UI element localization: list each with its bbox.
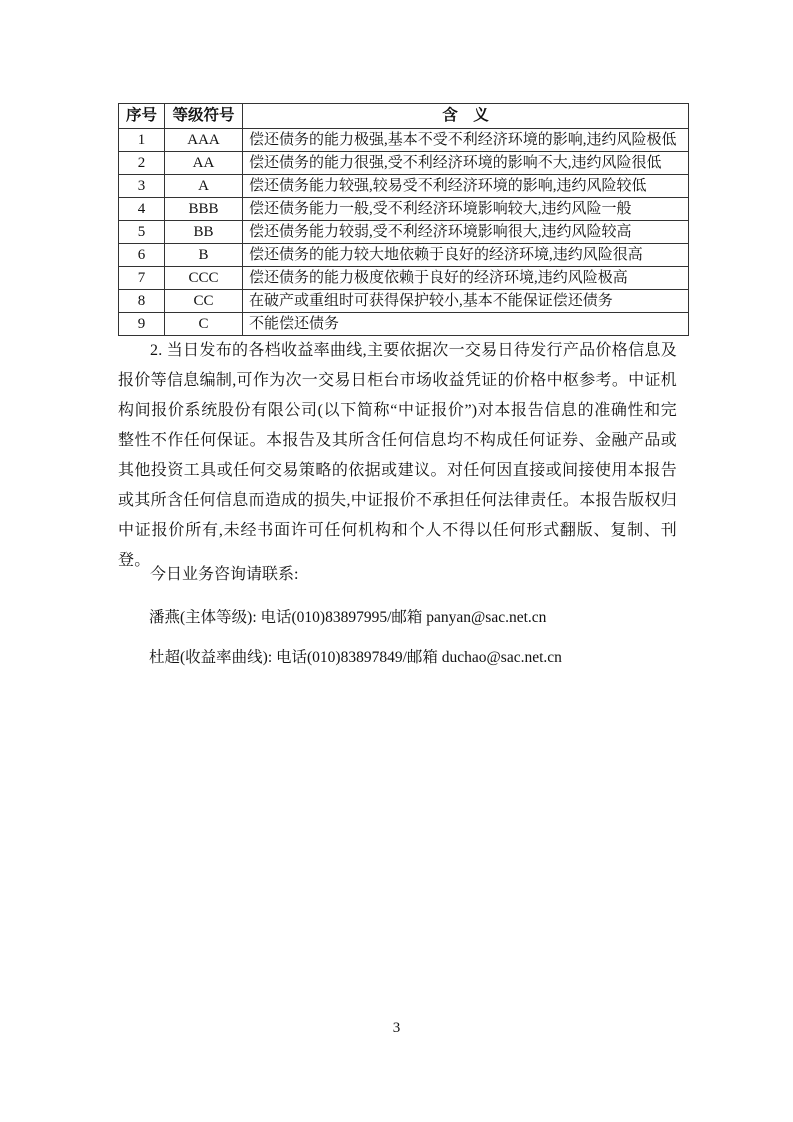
cell-serial-number: 3 — [119, 175, 165, 198]
cell-meaning: 偿还债务的能力极强,基本不受不利经济环境的影响,违约风险极低 — [243, 129, 689, 152]
cell-rating-symbol: BBB — [165, 198, 243, 221]
cell-rating-symbol: BB — [165, 221, 243, 244]
table-row — [119, 152, 689, 175]
cell-rating-symbol: C — [165, 313, 243, 336]
cell-meaning: 偿还债务能力较弱,受不利经济环境影响很大,违约风险较高 — [243, 221, 689, 244]
cell-serial-number: 6 — [119, 244, 165, 267]
table-row — [119, 290, 689, 313]
table-row — [119, 313, 689, 336]
disclaimer-paragraph: 2. 当日发布的各档收益率曲线,主要依据次一交易日待发行产品价格信息及报价等信息编制,可作为次一交易日柜台市场收益凭证的价格中枢参考。中证机构间报价系统股份有限公司(以下简称“中证报价”)对本报告信息的准确性和完整性不作任何保证。本报告及其所含任何信息均不构成任何证券、金融产品或其他投资工具或任何交易策略的依据或建议。对任何因直接或间接使用本报告或其所含任何信息而造成的损失,中证报价不承担任何法律责任。本报告版权归中证报价所有,未经书面许可任何机构和个人不得以任何形式翻版、复制、刊登。 — [118, 342, 677, 569]
cell-meaning: 在破产或重组时可获得保护较小,基本不能保证偿还债务 — [243, 290, 689, 313]
cell-serial-number: 5 — [119, 221, 165, 244]
header-meaning: 含 义 — [243, 104, 689, 129]
cell-rating-symbol: B — [165, 244, 243, 267]
table-row — [119, 198, 689, 221]
cell-serial-number: 8 — [119, 290, 165, 313]
cell-serial-number: 9 — [119, 313, 165, 336]
cell-meaning: 偿还债务的能力较大地依赖于良好的经济环境,违约风险很高 — [243, 244, 689, 267]
cell-meaning: 偿还债务的能力很强,受不利经济环境的影响不大,违约风险很低 — [243, 152, 689, 175]
table-row — [119, 221, 689, 244]
page-number: 3 — [392, 1020, 401, 1036]
cell-rating-symbol: AAA — [165, 129, 243, 152]
header-serial-number: 序号 — [119, 104, 165, 129]
table-row — [119, 175, 689, 198]
cell-serial-number: 4 — [119, 198, 165, 221]
cell-rating-symbol: CCC — [165, 267, 243, 290]
contact-line: 杜超(收益率曲线): 电话(010)83897849/邮箱 duchao@sac.net.cn — [149, 649, 562, 666]
cell-rating-symbol: A — [165, 175, 243, 198]
table-row — [119, 267, 689, 290]
cell-rating-symbol: CC — [165, 290, 243, 313]
cell-meaning: 不能偿还债务 — [243, 313, 689, 336]
cell-rating-symbol: AA — [165, 152, 243, 175]
cell-serial-number: 1 — [119, 129, 165, 152]
contact-intro: 今日业务咨询请联系: — [150, 566, 299, 583]
cell-meaning: 偿还债务的能力极度依赖于良好的经济环境,违约风险极高 — [243, 267, 689, 290]
rating-definitions-table — [118, 103, 689, 336]
cell-meaning: 偿还债务能力较强,较易受不利经济环境的影响,违约风险较低 — [243, 175, 689, 198]
table-row — [119, 129, 689, 152]
table-header-row — [119, 104, 689, 129]
contact-line: 潘燕(主体等级): 电话(010)83897995/邮箱 panyan@sac.net.cn — [149, 609, 547, 626]
cell-meaning: 偿还债务能力一般,受不利经济环境影响较大,违约风险一般 — [243, 198, 689, 221]
table-row — [119, 244, 689, 267]
cell-serial-number: 7 — [119, 267, 165, 290]
header-rating-symbol: 等级符号 — [165, 104, 243, 129]
cell-serial-number: 2 — [119, 152, 165, 175]
